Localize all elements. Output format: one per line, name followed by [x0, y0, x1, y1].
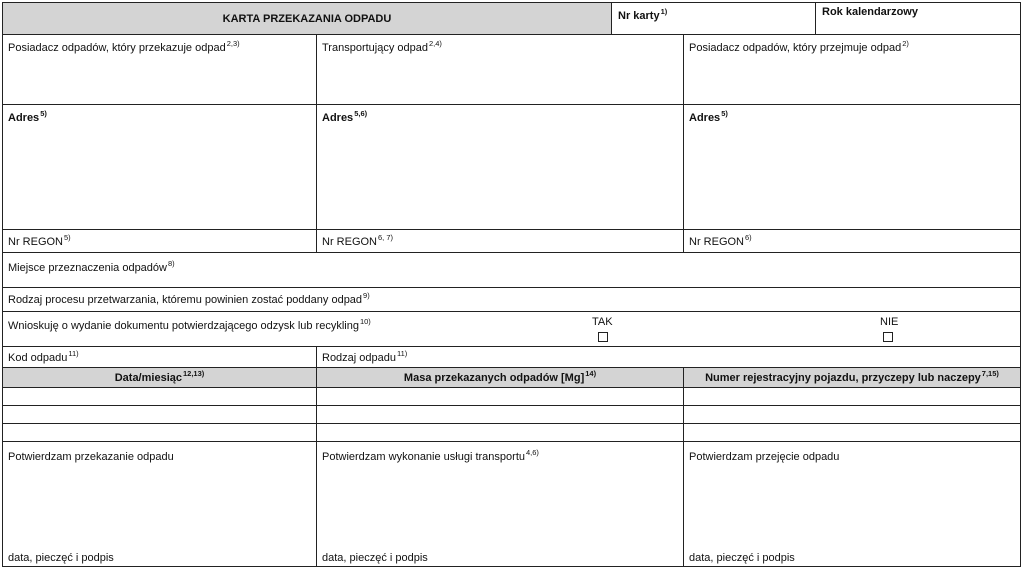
- calendar-year-field[interactable]: [815, 2, 1021, 35]
- carrier-confirmation-field[interactable]: [316, 441, 684, 567]
- carrier-regon-field[interactable]: [316, 229, 684, 253]
- yes-label: TAK: [592, 316, 613, 328]
- receiver-confirmation-field[interactable]: [683, 441, 1021, 567]
- table-row-2-date[interactable]: [2, 405, 317, 424]
- waste-code-field[interactable]: [2, 346, 317, 368]
- carrier-signature-label: data, pieczęć i podpis: [322, 552, 428, 564]
- carrier-regon-label: Nr REGON$^{6, 7)}$: [322, 233, 394, 248]
- sender-regon-label: Nr REGON$^{5)}$: [8, 233, 71, 248]
- carrier-address-field[interactable]: [316, 104, 684, 230]
- receiver-address-field[interactable]: [683, 104, 1021, 230]
- waste-type-field[interactable]: [316, 346, 1021, 368]
- receiver-signature-label: data, pieczęć i podpis: [689, 552, 795, 564]
- table-header-date: [2, 367, 317, 388]
- card-number-field[interactable]: [611, 2, 816, 35]
- no-label: NIE: [880, 316, 899, 328]
- receiver-label: Posiadacz odpadów, który przejmuje odpad$^{2)}$: [689, 39, 909, 54]
- date-header: Data/miesiąc$^{12,13)}$: [114, 369, 205, 384]
- carrier-name-field[interactable]: [316, 34, 684, 105]
- yes-checkbox[interactable]: [598, 332, 608, 342]
- sender-regon-field[interactable]: [2, 229, 317, 253]
- sender-confirmation-field[interactable]: [2, 441, 317, 567]
- sender-name-field[interactable]: [2, 34, 317, 105]
- table-row-3-mass[interactable]: [316, 423, 684, 442]
- sender-label: Posiadacz odpadów, który przekazuje odpad$^{2,3)}$: [8, 39, 240, 54]
- form-title: KARTA PRZEKAZANIA ODPADU: [222, 13, 392, 25]
- receiver-confirmation-label: Potwierdzam przejęcie odpadu: [689, 451, 840, 463]
- table-row-3-vehicle[interactable]: [683, 423, 1021, 442]
- receiver-name-field[interactable]: [683, 34, 1021, 105]
- sender-address-field[interactable]: [2, 104, 317, 230]
- form-title-cell: [2, 2, 612, 35]
- table-header-mass: [316, 367, 684, 388]
- process-field[interactable]: [2, 287, 1021, 312]
- carrier-address-label: Adres$^{5,6)}$: [322, 109, 368, 124]
- table-header-vehicle: [683, 367, 1021, 388]
- table-row-1-mass[interactable]: [316, 387, 684, 406]
- table-row-1-vehicle[interactable]: [683, 387, 1021, 406]
- card-number-label: Nr karty$^{1)}$: [618, 7, 668, 22]
- calendar-year-label: Rok kalendarzowy: [822, 6, 918, 18]
- receiver-address-label: Adres$^{5)}$: [689, 109, 728, 124]
- no-checkbox[interactable]: [883, 332, 893, 342]
- recovery-request-label: Wnioskuję o wydanie dokumentu potwierdzającego odzysk lub recykling$^{10)}$: [8, 317, 371, 332]
- table-row-2-vehicle[interactable]: [683, 405, 1021, 424]
- table-row-1-date[interactable]: [2, 387, 317, 406]
- receiver-regon-field[interactable]: [683, 229, 1021, 253]
- mass-header: Masa przekazanych odpadów $[Mg]^{14)}$: [403, 369, 597, 384]
- sender-confirmation-label: Potwierdzam przekazanie odpadu: [8, 451, 174, 463]
- destination-label: Miejsce przeznaczenia odpadów$^{8)}$: [8, 259, 175, 274]
- vehicle-header: Numer rejestracyjny pojazdu, przyczepy lub naczepy$^{7,15)}$: [705, 369, 999, 384]
- sender-address-label: Adres$^{5)}$: [8, 109, 47, 124]
- carrier-label: Transportujący odpad$^{2,4)}$: [322, 39, 442, 54]
- waste-type-label: Rodzaj odpadu$^{11)}$: [322, 349, 408, 364]
- sender-signature-label: data, pieczęć i podpis: [8, 552, 114, 564]
- table-row-3-date[interactable]: [2, 423, 317, 442]
- destination-field[interactable]: [2, 252, 1021, 288]
- waste-code-label: Kod odpadu$^{11)}$: [8, 349, 79, 364]
- receiver-regon-label: Nr REGON$^{6)}$: [689, 233, 752, 248]
- table-row-2-mass[interactable]: [316, 405, 684, 424]
- process-label: Rodzaj procesu przetwarzania, któremu powinien zostać poddany odpad$^{9)}$: [8, 291, 370, 306]
- waste-transfer-form: [2, 2, 1021, 567]
- recovery-request-row: [2, 311, 1021, 347]
- carrier-confirmation-label: Potwierdzam wykonanie usługi transportu$^{4,6)}$: [322, 448, 539, 463]
